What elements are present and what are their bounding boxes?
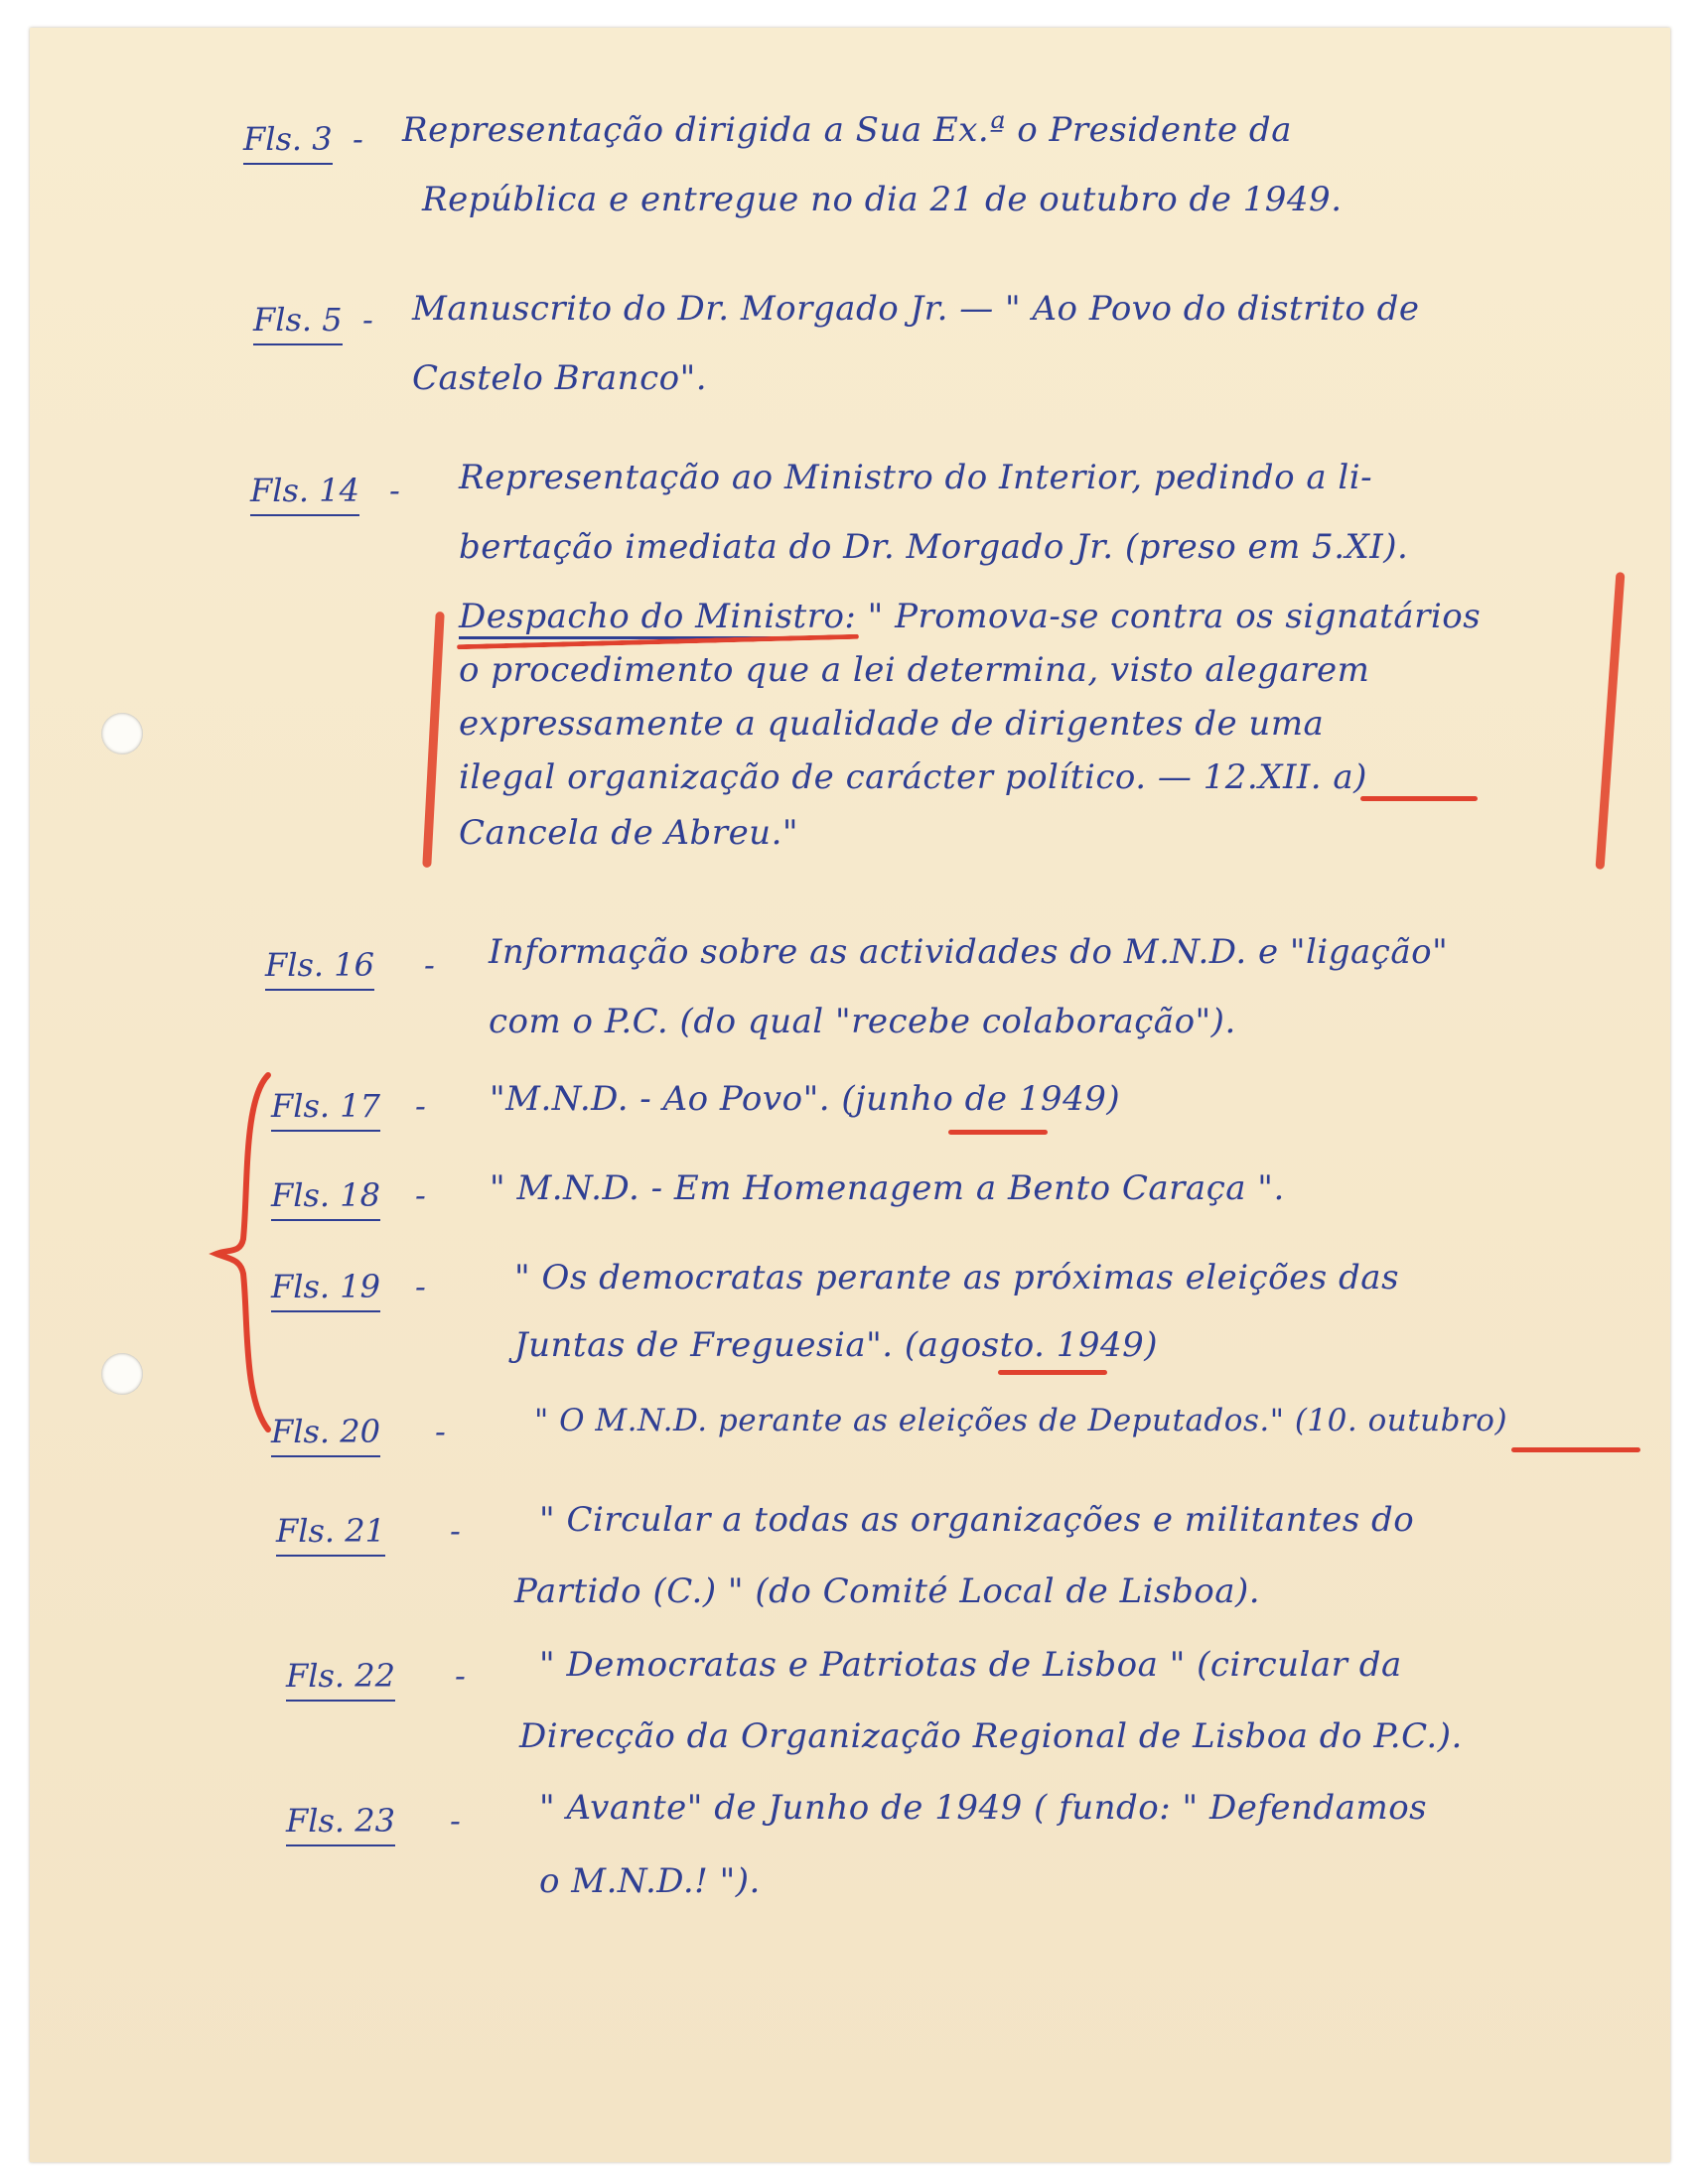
folio-ref: Fls. 5: [253, 300, 343, 345]
entry-line: República e entregue no dia 21 de outubro de 1949.: [422, 180, 1343, 219]
order-text: : " Promova-se contra os signatários: [844, 597, 1482, 636]
dash: -: [455, 1657, 466, 1695]
dash: -: [415, 1268, 426, 1305]
folio-ref: Fls. 18: [271, 1175, 380, 1221]
dash: -: [415, 1087, 426, 1125]
dash: -: [353, 120, 363, 158]
entry-line: bertação imediata do Dr. Morgado Jr. (preso em 5.XI).: [459, 527, 1409, 567]
entry-line: Juntas de Freguesia". (agosto. 1949): [514, 1325, 1159, 1365]
red-underline-agosto: [998, 1370, 1107, 1375]
entry-line: Representação ao Ministro do Interior, pedindo a li-: [459, 458, 1373, 497]
folio-ref: Fls. 3: [243, 119, 333, 165]
dash: -: [424, 946, 435, 984]
dash: -: [450, 1802, 461, 1840]
entry-line: " Democratas e Patriotas de Lisboa " (circular da: [539, 1645, 1402, 1685]
folio-ref: Fls. 16: [265, 945, 374, 991]
folio-ref: Fls. 19: [271, 1267, 380, 1312]
red-margin-bracket-left: [422, 612, 444, 868]
folio-ref: Fls. 22: [286, 1656, 395, 1702]
dash: -: [435, 1413, 446, 1450]
dash: -: [362, 301, 373, 339]
entry-line: Informação sobre as actividades do M.N.D. e "ligação": [489, 932, 1449, 972]
entry-line: " O M.N.D. perante as eleições de Deputados." (10. outubro): [534, 1403, 1508, 1438]
order-line: o procedimento que a lei determina, visto alegarem: [459, 650, 1370, 690]
red-underline-outubro: [1511, 1447, 1640, 1452]
red-margin-bracket-right: [1596, 572, 1626, 870]
folio-ref: Fls. 17: [271, 1086, 380, 1132]
entry-line: Direcção da Organização Regional de Lisboa do P.C.).: [519, 1716, 1463, 1756]
folio-ref: Fls. 20: [271, 1412, 380, 1457]
order-line: Cancela de Abreu.": [459, 813, 799, 853]
entry-line: Manuscrito do Dr. Morgado Jr. — " Ao Povo do distrito de: [412, 289, 1420, 329]
entry-line: com o P.C. (do qual "recebe colaboração").: [489, 1002, 1236, 1041]
order-line: expressamente a qualidade de dirigentes de uma: [459, 704, 1325, 744]
entry-line: Partido (C.) " (do Comité Local de Lisboa).: [514, 1571, 1261, 1611]
entry-line: o M.N.D.! ").: [539, 1861, 761, 1901]
punch-hole-top: [101, 713, 143, 754]
order-line-1: [459, 596, 1481, 637]
order-label: Despacho do Ministro: [459, 597, 844, 639]
order-line: ilegal organização de carácter político. — 12.XII. a): [459, 757, 1367, 797]
document-page: [30, 28, 1670, 2162]
punch-hole-bottom: [101, 1353, 143, 1395]
entry-line: " Avante" de Junho de 1949 ( fundo: " Defendamos: [539, 1788, 1428, 1828]
entry-line: " Os democratas perante as próximas eleições das: [514, 1258, 1400, 1297]
entry-line: Representação dirigida a Sua Ex.ª o Presidente da: [402, 110, 1292, 150]
entry-line: " M.N.D. - Em Homenagem a Bento Caraça ".: [490, 1168, 1285, 1208]
dash: -: [389, 472, 400, 509]
entry-line: Castelo Branco".: [412, 358, 708, 398]
entry-line: "M.N.D. - Ao Povo". (junho de 1949): [490, 1079, 1121, 1119]
dash: -: [415, 1176, 426, 1214]
folio-ref: Fls. 23: [286, 1801, 395, 1846]
red-underline-date: [1360, 796, 1478, 801]
entry-line: " Circular a todas as organizações e militantes do: [539, 1500, 1415, 1540]
folio-ref: Fls. 21: [276, 1511, 385, 1557]
red-underline-junho: [948, 1130, 1048, 1135]
dash: -: [450, 1512, 461, 1550]
folio-ref: Fls. 14: [250, 471, 359, 516]
